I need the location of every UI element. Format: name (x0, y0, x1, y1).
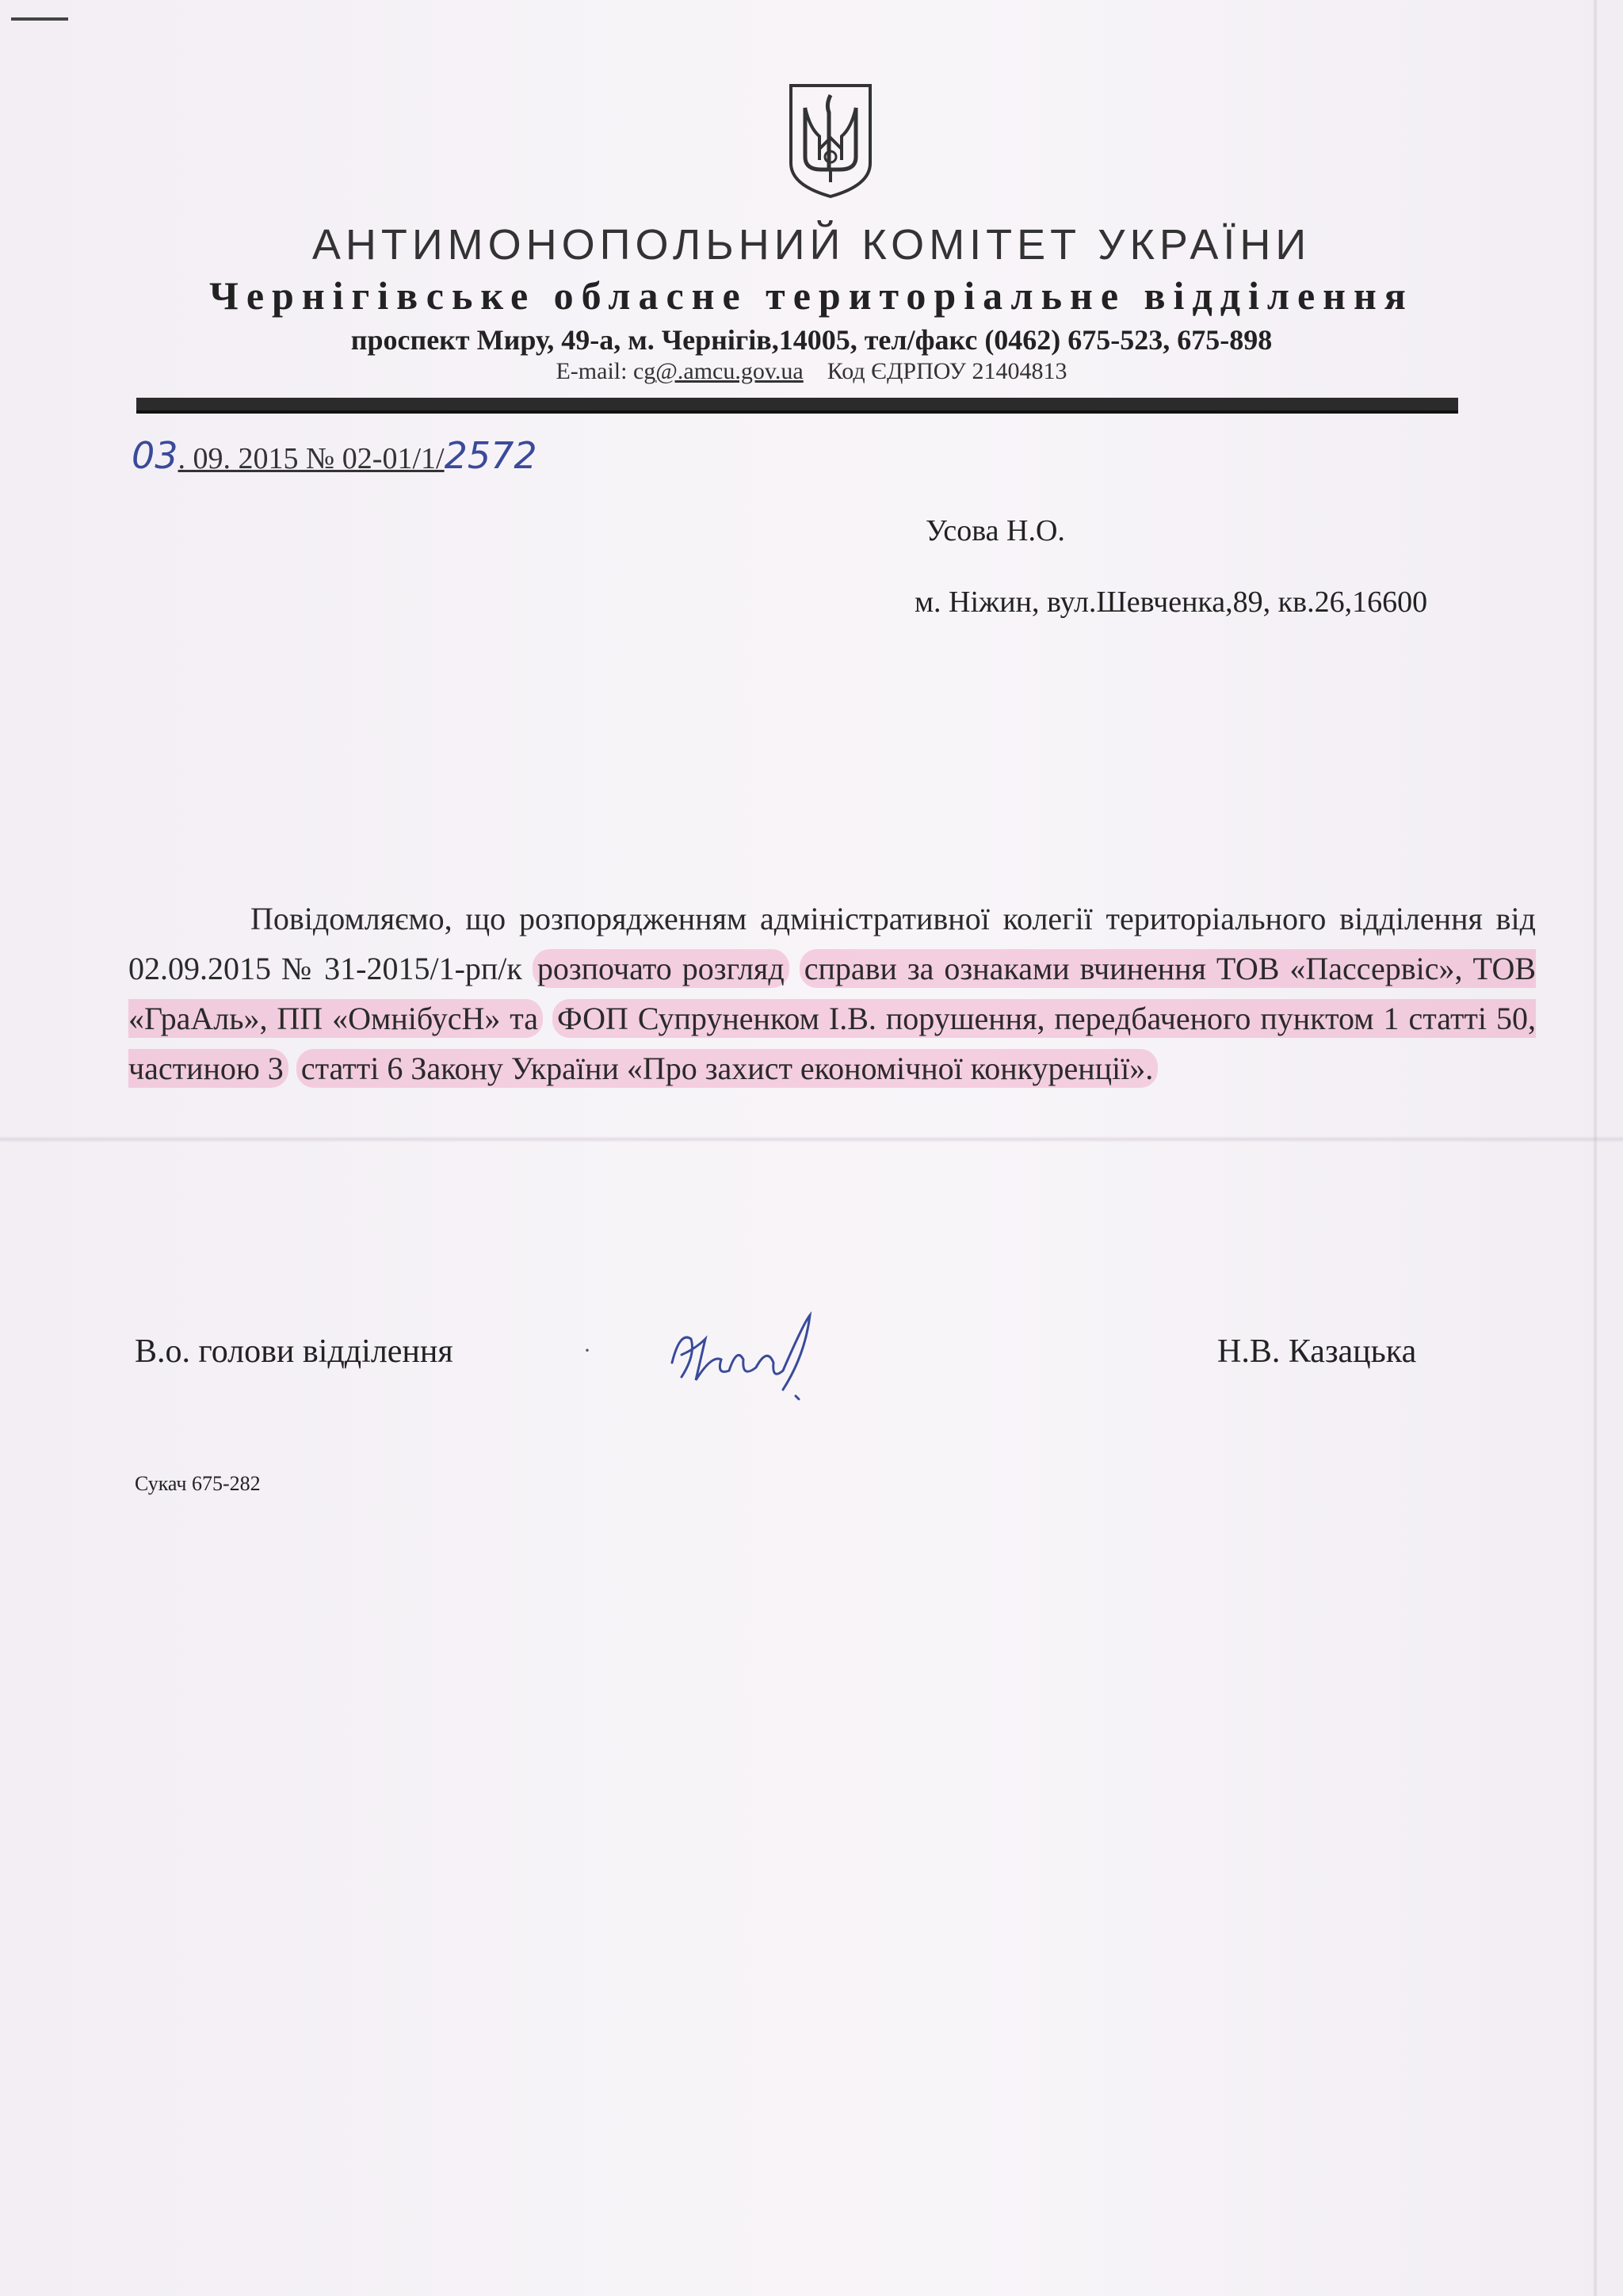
org-contacts (0, 358, 1623, 385)
scan-corner-mark (11, 17, 68, 21)
body-text-plain: Повідомляємо, що розпорядженням адміністративної колегії територіального відділення від 02.09.2015 № 31-2015/1-рп/к (128, 901, 1536, 986)
outgoing-reference (132, 434, 537, 477)
handwritten-signature (664, 1307, 846, 1410)
ukraine-trident-emblem-icon (786, 81, 875, 200)
paper-fold-horizontal (0, 1136, 1623, 1142)
recipient-address: м. Ніжин, вул.Шевченка,89, кв.26,16600 (915, 585, 1428, 619)
letter-body (128, 894, 1536, 1093)
reference-day-handwritten: 03 (132, 434, 178, 477)
edrpou-code: Код ЄДРПОУ 21404813 (827, 358, 1067, 384)
highlighted-text: справи за ознаками вчинення ТОВ «Пассервіс», ТОВ «ГраАль», ПП «ОмнібусН» та (128, 951, 1537, 1036)
signatory-name: Н.В. Казацька (1217, 1333, 1417, 1370)
email-address[interactable]: @.amcu.gov.ua (655, 358, 804, 384)
executor-contact: Сукач 675-282 (135, 1472, 261, 1495)
reference-number-handwritten: 2572 (444, 434, 537, 477)
recipient-name: Усова Н.О. (926, 514, 1065, 547)
highlighted-text: ФОП Супруненком І.В. порушення, передбаченого пунктом 1 статті 50, частиною 3 (128, 1001, 1536, 1086)
org-address: проспект Миру, 49-а, м. Чернігів,14005, тел/факс (0462) 675-523, 675-898 (350, 324, 1273, 356)
email-label: E-mail: cg (556, 358, 656, 384)
org-title: АНТИМОНОПОЛЬНИЙ КОМІТЕТ УКРАЇНИ (311, 221, 1312, 269)
division-title: Чернігівське обласне територіальне відділення (209, 273, 1414, 318)
body-paragraph (128, 894, 1536, 1093)
signature-dot: · (583, 1337, 591, 1363)
highlighted-text: статті 6 Закону України «Про захист економічної конкуренції». (296, 1049, 1158, 1088)
reference-date-number: . 09. 2015 № 02-01/1/ (178, 442, 445, 475)
highlighted-text: розпочато розгляд (533, 949, 789, 988)
header-divider (136, 398, 1458, 414)
signatory-position: В.о. голови відділення (135, 1333, 453, 1370)
